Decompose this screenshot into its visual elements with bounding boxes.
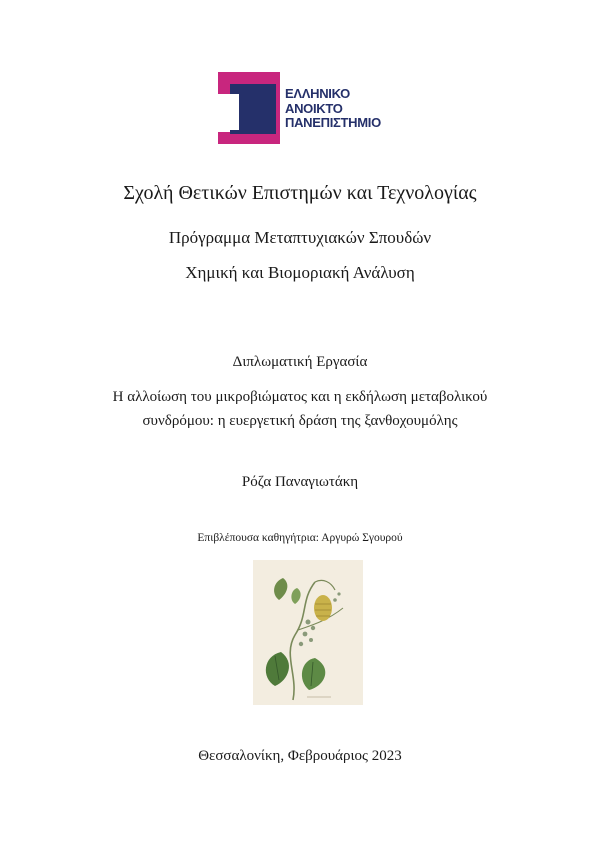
logo-line-2: ΑΝΟΙΚΤΟ	[285, 100, 343, 116]
place-date: Θεσσαλονίκη, Φεβρουάριος 2023	[198, 748, 402, 764]
logo-line-1: ΕΛΛΗΝΙΚΟ	[285, 86, 350, 101]
author-name: Ρόζα Παναγιωτάκη	[241, 474, 359, 490]
logo-emblem-icon	[218, 72, 280, 144]
logo-line-3: ΠΑΝΕΠΙΣΤΗΜΙΟ	[285, 115, 381, 130]
specialty-name: Χημική και Βιομοριακή Ανάλυση	[185, 263, 415, 282]
university-logo	[218, 72, 408, 144]
thesis-title	[0, 385, 600, 433]
school-name: Σχολή Θετικών Επιστημών και Τεχνολογίας	[123, 182, 477, 204]
supervisor-line: Επιβλέπουσα καθηγήτρια: Αργυρώ Σγουρού	[197, 532, 403, 544]
program-name: Πρόγραμμα Μεταπτυχιακών Σπουδών	[168, 228, 432, 247]
thesis-type: Διπλωματική Εργασία	[232, 354, 368, 370]
thesis-title-line-2: συνδρόμου: η ευεργετική δράση της ξανθοχουμόλης	[142, 413, 458, 429]
thesis-title-line-1: Η αλλοίωση του μικροβιώματος και η εκδήλωση μεταβολικού	[112, 389, 488, 405]
logo-wordmark	[285, 87, 381, 131]
hop-plant-illustration-icon	[253, 560, 363, 705]
